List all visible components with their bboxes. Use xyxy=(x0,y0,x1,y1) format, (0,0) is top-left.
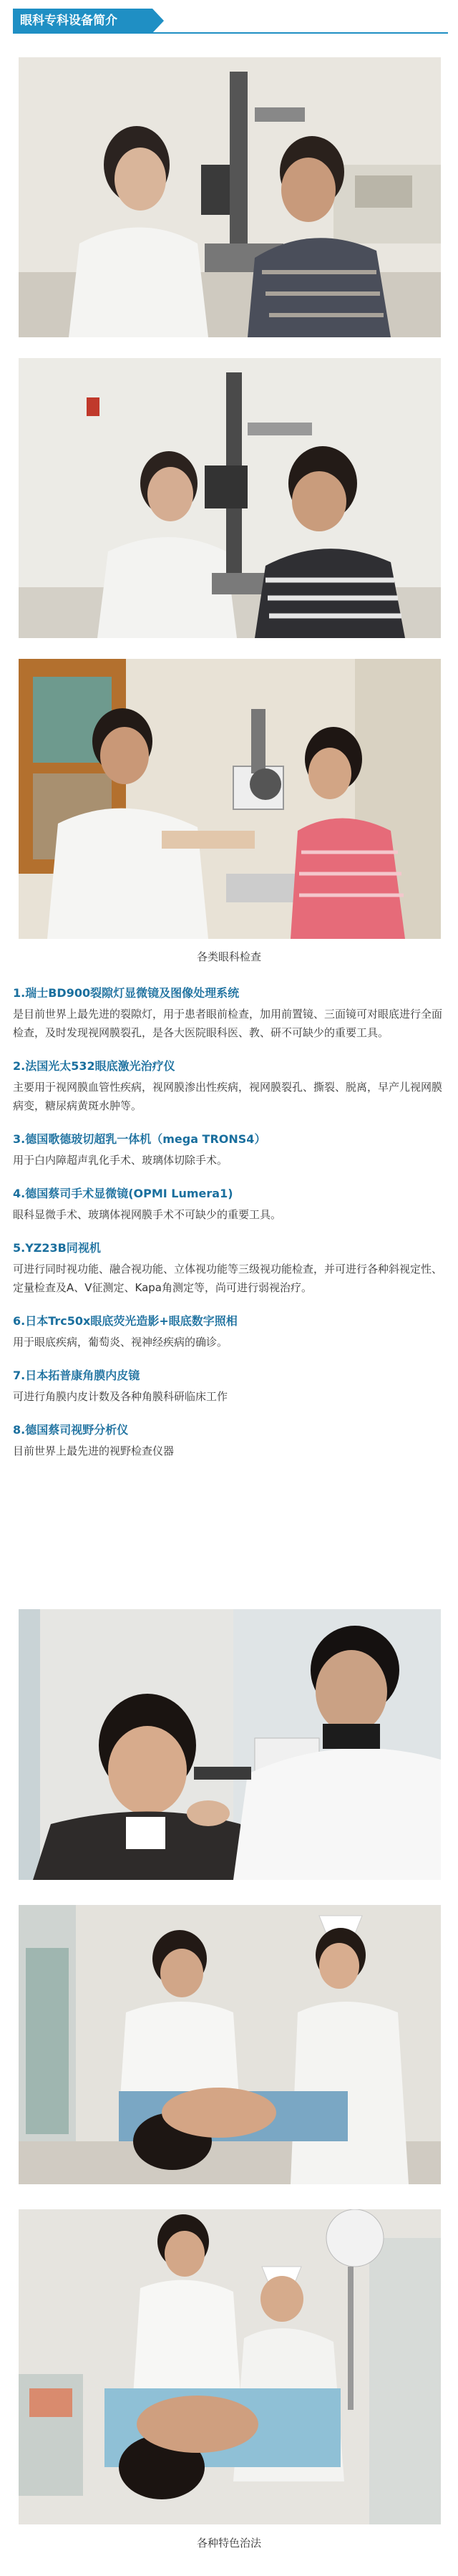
photo-treatment-1 xyxy=(19,1905,441,2184)
equipment-item-title: 4.德国蔡司手术显微镜(OPMI Lumera1) xyxy=(13,1187,233,1200)
equipment-item-7 xyxy=(13,1367,446,1406)
equipment-item-title: 1.瑞士BD900裂隙灯显微镜及图像处理系统 xyxy=(13,986,240,1000)
equipment-item-description: 是目前世界上最先进的裂隙灯，用于患者眼前检查，加用前置镜、三面镜可对眼底进行全面检查，及时发现视网膜裂孔，是各大医院眼科医、教、研不可缺少的重要工具。 xyxy=(13,1008,443,1039)
equipment-list xyxy=(13,985,446,1476)
photo-eye-check-patient xyxy=(19,1609,441,1880)
equipment-item-title: 3.德国歌德玻切超乳一体机（mega TRONS4） xyxy=(13,1132,266,1146)
equipment-item-description: 目前世界上最先进的视野检查仪器 xyxy=(13,1444,175,1457)
equipment-item-description: 用于眼底疾病，葡萄炎、视神经疾病的确诊。 xyxy=(13,1336,228,1349)
equipment-item-5 xyxy=(13,1240,446,1297)
equipment-item-description: 主要用于视网膜血管性疾病，视网膜渗出性疾病，视网膜裂孔、撕裂、脱离，早产儿视网膜病变，糖尿病黄斑水肿等。 xyxy=(13,1081,443,1112)
equipment-item-title: 8.德国蔡司视野分析仪 xyxy=(13,1423,129,1437)
photo-caption-exams: 各类眼科检查 xyxy=(196,950,261,963)
section-title: 眼科专科设备简介 xyxy=(13,9,152,33)
equipment-item-description: 眼科显微手术、玻璃体视网膜手术不可缺少的重要工具。 xyxy=(13,1208,282,1221)
equipment-item-title: 2.法国光太532眼底激光治疗仪 xyxy=(13,1059,175,1073)
equipment-item-title: 7.日本拓普康角膜内皮镜 xyxy=(13,1369,140,1382)
equipment-item-description: 可进行同时视功能、融合视功能、立体视功能等三级视功能检查，并可进行各种斜视定性、定量检查及A、V征测定、Kapa角测定等，尚可进行弱视治疗。 xyxy=(13,1263,443,1294)
equipment-item-2 xyxy=(13,1058,446,1115)
photo-eye-exam-3 xyxy=(19,659,441,939)
equipment-item-1 xyxy=(13,985,446,1042)
equipment-item-description: 可进行角膜内皮计数及各种角膜科研临床工作 xyxy=(13,1390,228,1403)
section-header xyxy=(0,0,458,37)
equipment-item-description: 用于白内障超声乳化手术、玻璃体切除手术。 xyxy=(13,1154,228,1167)
equipment-item-4 xyxy=(13,1185,446,1224)
equipment-item-8 xyxy=(13,1422,446,1460)
photo-caption-treatments: 各种特色治法 xyxy=(196,2537,261,2550)
photo-treatment-2 xyxy=(19,2209,441,2524)
header-divider xyxy=(13,32,448,34)
photo-slit-lamp-exam-2 xyxy=(19,358,441,638)
equipment-item-6 xyxy=(13,1313,446,1351)
equipment-item-3 xyxy=(13,1131,446,1169)
photo-slit-lamp-exam-1 xyxy=(19,57,441,337)
equipment-item-title: 5.YZ23B同视机 xyxy=(13,1241,101,1255)
equipment-item-title: 6.日本Trc50x眼底荧光造影+眼底数字照相 xyxy=(13,1314,238,1328)
